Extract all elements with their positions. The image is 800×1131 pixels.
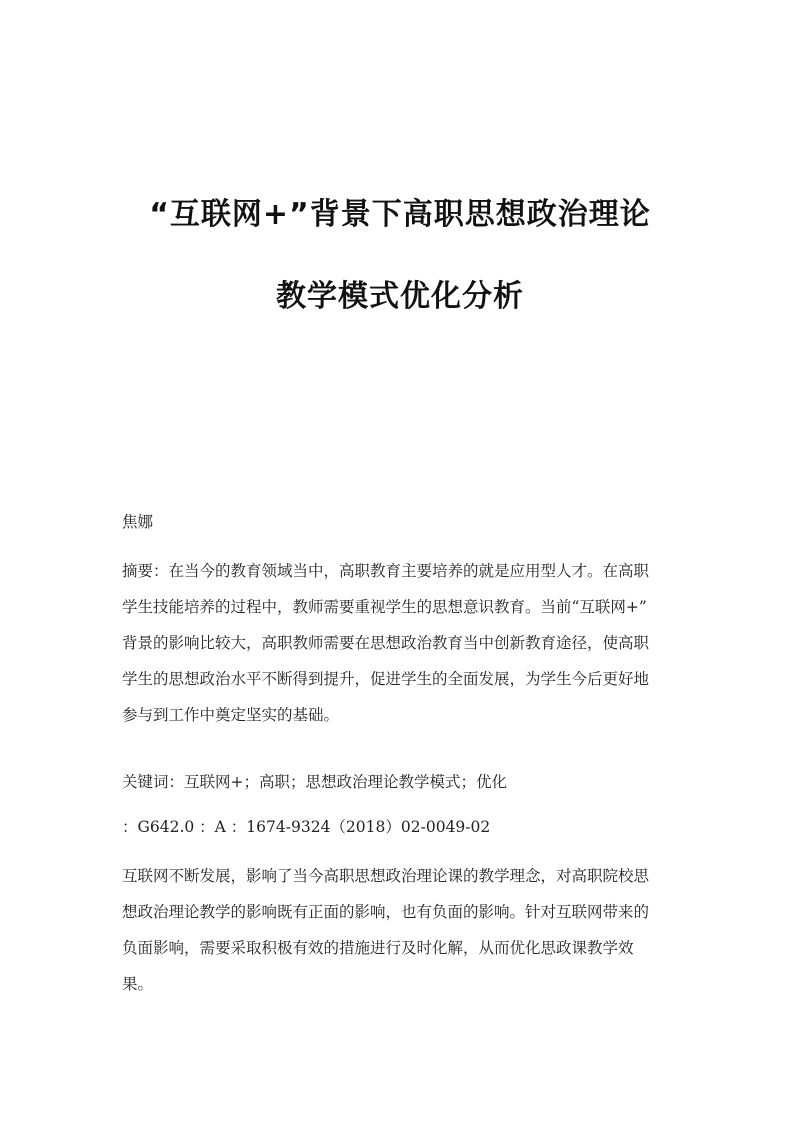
intro-paragraph [122,858,682,1002]
intro-line: 想政治理论教学的影响既有正面的影响，也有负面的影响。针对互联网带来的 [122,903,650,921]
abstract-line: 学生技能培养的过程中，教师需要重视学生的思想意识教育。当前“互联网+” [122,598,647,616]
abstract-paragraph [122,553,682,733]
intro-line: 果。 [122,975,154,993]
intro-line: 互联网不断发展，影响了当今高职思想政治理论课的教学理念，对高职院校思 [122,867,650,885]
abstract-line: 背景的影响比较大，高职教师需要在思想政治教育当中创新教育途径，使高职 [122,634,650,652]
classification-line: ：G642.0 ：A ：1674-9324（2018）02-0049-02 [122,818,491,836]
abstract-line: 学生的思想政治水平不断得到提升，促进学生的全面发展，为学生今后更好地 [122,670,650,688]
intro-line: 负面影响，需要采取积极有效的措施进行及时化解，从而优化思政课教学效 [122,939,634,957]
title-line-1: “互联网+”背景下高职思想政治理论 [149,197,651,232]
abstract-line: 参与到工作中奠定坚实的基础。 [122,706,340,724]
abstract-line: 摘要：在当今的教育领域当中，高职教育主要培养的就是应用型人才。在高职 [122,562,650,580]
author-name: 焦娜 [122,513,154,531]
title-line-2: 教学模式优化分析 [276,279,524,314]
keywords-line: 关键词：互联网+；高职；思想政治理论教学模式；优化 [122,773,507,791]
